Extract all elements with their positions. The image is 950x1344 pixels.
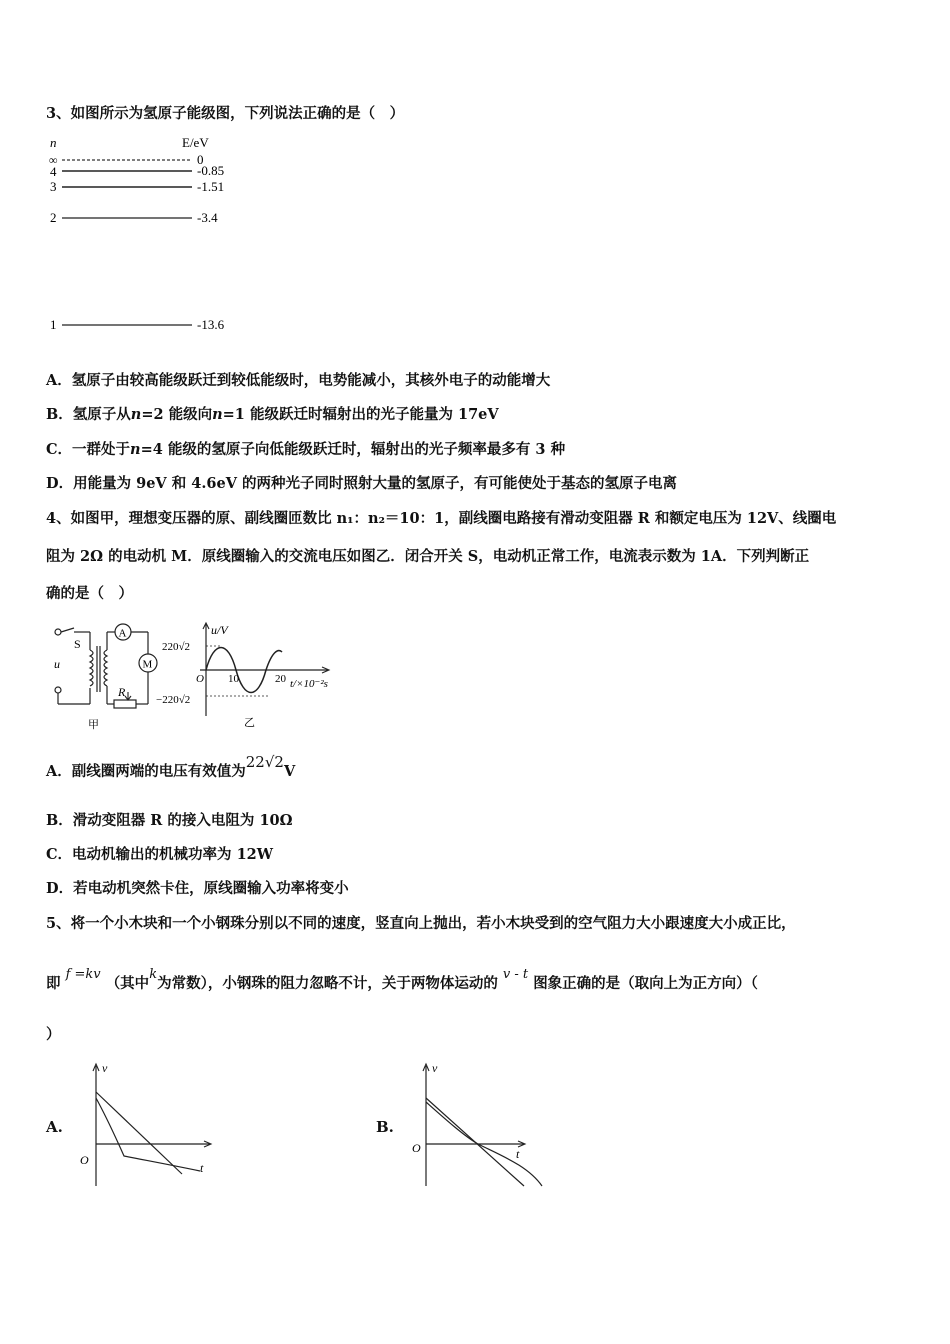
figure-yi-caption: 乙	[244, 717, 255, 729]
line-steel-ball	[96, 1092, 182, 1174]
svg-text:v: v	[102, 1061, 108, 1075]
q3-option-a: A．氢原子由较高能级跃迁到较低能级时，电势能减小，其核外电子的动能增大	[46, 372, 551, 389]
q4-option-c: C．电动机输出的机械功率为 12W	[46, 846, 274, 863]
vt-graph-b	[404, 1058, 554, 1193]
switch-label: S	[74, 637, 81, 651]
secondary-coil	[104, 650, 107, 686]
level-e-1: -13.6	[197, 317, 225, 332]
y-max-label: 220√2	[162, 641, 191, 653]
q4-option-a: A．副线圈两端的电压有效值为22√2V	[46, 753, 296, 780]
rheostat	[114, 700, 136, 708]
svg-text:O: O	[80, 1153, 89, 1167]
x-tick-10: 10	[228, 673, 239, 685]
svg-text:t: t	[200, 1161, 204, 1175]
level-e-inf: 0	[197, 152, 204, 167]
y-min-label: −220√2	[156, 694, 191, 706]
origin-label: O	[196, 673, 204, 685]
svg-text:v: v	[432, 1061, 438, 1075]
rheostat-label: R	[118, 685, 126, 699]
formula-f-kv: f =kv	[65, 967, 101, 982]
formula-v-t: v - t	[502, 967, 529, 982]
primary-coil	[90, 650, 93, 686]
vt-graph-a	[74, 1058, 224, 1193]
level-n-inf: ∞	[49, 153, 58, 167]
q4-option-d: D．若电动机突然卡住，原线圈输入功率将变小	[46, 880, 349, 897]
svg-text:t: t	[516, 1147, 520, 1161]
y-axis-label: u/V	[211, 623, 228, 637]
circuit-diagram-jia	[44, 618, 174, 733]
n-axis-label: n	[50, 135, 57, 150]
svg-text:O: O	[412, 1141, 421, 1155]
level-n-3: 3	[50, 179, 57, 194]
a-value-formula: 22√2	[245, 753, 284, 771]
voltage-graph-yi	[156, 618, 356, 733]
option-b-label: B.	[376, 1118, 394, 1136]
figure-jia-caption: 甲	[88, 719, 99, 731]
level-e-4: -0.85	[197, 163, 225, 178]
x-tick-20: 20	[275, 673, 286, 685]
level-n-1: 1	[50, 317, 57, 332]
q5-stem-line3: ）	[46, 1026, 61, 1043]
input-voltage-label: u	[54, 657, 60, 671]
q4-option-b: B．滑动变阻器 R 的接入电阻为 10Ω	[46, 812, 293, 829]
q5-stem-line1: 5、将一个小木块和一个小钢珠分别以不同的速度，竖直向上抛出，若小木块受到的空气阻力大小跟速度大小成正比，	[46, 915, 796, 932]
level-n-4: 4	[50, 164, 57, 179]
q3-option-d: D．用能量为 9eV 和 4.6eV 的两种光子同时照射大量的氢原子，有可能使处于基态的氢原子电离	[46, 475, 678, 492]
svg-text:A: A	[118, 627, 127, 640]
x-axis-label: t/×10⁻²s	[290, 678, 328, 690]
formula-k: k	[149, 967, 158, 982]
q4-stem-line3: 确的是（ ）	[46, 585, 133, 602]
q5-stem-line2: 即 f =kv （其中k为常数），小钢珠的阻力忽略不计，关于两物体运动的 v - t 图象正确的是（取向上为正方向）（	[46, 967, 758, 992]
level-n-2: 2	[50, 210, 57, 225]
level-e-3: -1.51	[197, 179, 225, 194]
option-a-label: A.	[46, 1118, 63, 1136]
q3-stem: 3、如图所示为氢原子能级图，下列说法正确的是（ ）	[46, 105, 405, 122]
q3-option-b: B．氢原子从n=2 能级向n=1 能级跃迁时辐射出的光子能量为 17eV	[46, 406, 499, 423]
q4-stem-line1: 4、如图甲，理想变压器的原、副线圈匝数比 n₁：n₂＝10：1，副线圈电路接有滑动变阻器 R 和额定电压为 12V、线圈电	[46, 510, 837, 527]
q3-option-c: C．一群处于n=4 能级的氢原子向低能级跃迁时，辐射出的光子频率最多有 3 种	[46, 441, 566, 458]
energy-level-diagram	[40, 133, 260, 338]
energy-axis-label: E/eV	[182, 135, 209, 150]
curve-wood-block	[96, 1098, 200, 1171]
svg-text:M: M	[142, 658, 153, 671]
q4-stem-line2: 阻为 2Ω 的电动机 M．原线圈输入的交流电压如图乙．闭合开关 S，电动机正常工作，电流表示数为 1A．下列判断正	[46, 548, 810, 565]
switch-s	[61, 628, 74, 632]
level-e-2: -3.4	[197, 210, 218, 225]
